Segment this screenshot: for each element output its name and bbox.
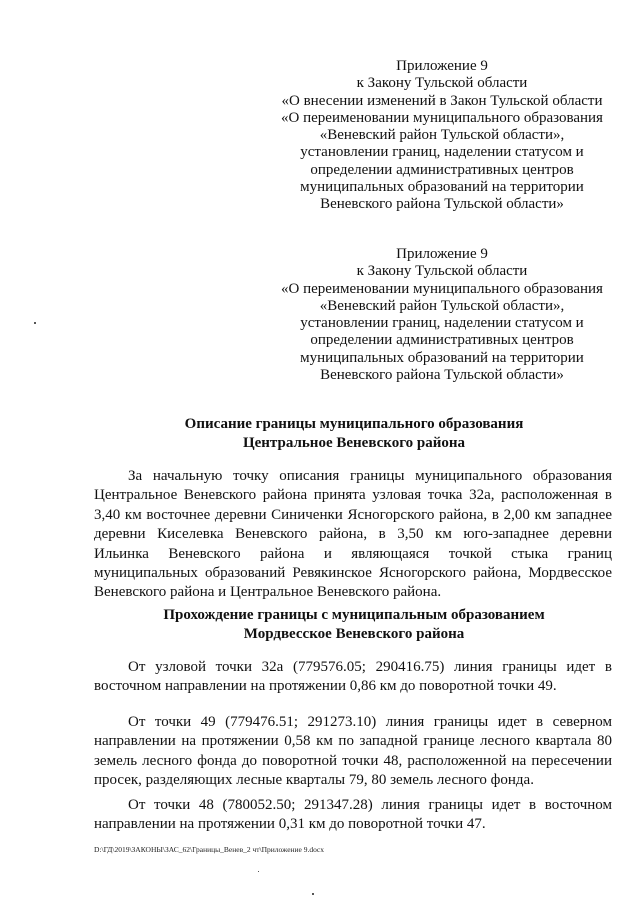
section-title-line: Центральное Веневского района bbox=[242, 435, 466, 451]
appendix-line: «О внесении изменений в Закон Тульской области bbox=[281, 92, 603, 109]
paragraph-line: Центральное Веневского района принята узловая точка 32а, расположенная в bbox=[94, 487, 612, 504]
appendix-header-current bbox=[262, 58, 622, 214]
intro-paragraph bbox=[94, 467, 612, 603]
paragraph-line: земель лесного фонда до поворотной точки 48, расположенной на пересечении bbox=[94, 752, 612, 769]
appendix-line: «О переименовании муниципального образования bbox=[281, 109, 603, 126]
scan-speck bbox=[312, 893, 314, 895]
footer-file-path: D:\ГД\2019\ЗАКОНЫ\ЗАС_62\Границы_Венев_2 чт\Приложение 9.docx bbox=[94, 845, 324, 854]
boundary-title-line: Прохождение границы с муниципальным образованием bbox=[163, 607, 545, 623]
appendix-line: «О переименовании муниципального образования bbox=[281, 280, 603, 297]
paragraph-line: От узловой точки 32а (779576.05; 290416.75) линия границы идет в bbox=[128, 659, 612, 675]
boundary-title-line: Мордвесское Веневского района bbox=[243, 626, 465, 642]
paragraph-line: деревни Киселевка Веневского района, в 3,50 км юго-западнее деревни bbox=[94, 526, 612, 543]
boundary-paragraph bbox=[94, 658, 612, 697]
section-title-line: Описание границы муниципального образования bbox=[184, 416, 524, 432]
paragraph-line: Веневского района и Центральное Веневского района. bbox=[94, 584, 442, 601]
appendix-line: Приложение 9 bbox=[396, 58, 488, 74]
appendix-line: Веневского района Тульской области» bbox=[320, 367, 564, 384]
appendix-header-original bbox=[262, 246, 622, 384]
appendix-line: «Веневский район Тульской области», bbox=[319, 297, 565, 314]
appendix-line: Веневского района Тульской области» bbox=[320, 196, 564, 213]
appendix-line: муниципальных образований на территории bbox=[300, 349, 584, 366]
section-title bbox=[84, 415, 624, 453]
appendix-line: к Закону Тульской области bbox=[356, 263, 528, 280]
boundary-paragraph bbox=[94, 796, 612, 835]
appendix-line: «Веневский район Тульской области», bbox=[319, 127, 565, 144]
paragraph-line: направлении на протяжении 0,58 км по западной границе лесного квартала 80 bbox=[94, 733, 612, 750]
paragraph-line: муниципальных образований Ревякинское Ясногорского района, Мордвесское bbox=[94, 565, 612, 582]
appendix-line: установлении границ, наделении статусом и bbox=[300, 315, 584, 332]
paragraph-line: направлении на протяжении 0,31 км до поворотной точки 47. bbox=[94, 816, 486, 833]
appendix-line: определении административных центров bbox=[310, 332, 574, 349]
paragraph-line: За начальную точку описания границы муниципального образования bbox=[128, 468, 612, 484]
appendix-line: Приложение 9 bbox=[396, 246, 488, 262]
scan-speck bbox=[258, 871, 259, 872]
appendix-line: определении административных центров bbox=[310, 161, 574, 178]
paragraph-line: От точки 49 (779476.51; 291273.10) линия границы идет в северном bbox=[128, 714, 612, 730]
appendix-line: муниципальных образований на территории bbox=[300, 179, 584, 196]
boundary-paragraph bbox=[94, 713, 612, 791]
boundary-title bbox=[84, 606, 624, 644]
paragraph-line: Ильинка Веневского района и являющаяся точкой стыка границ bbox=[94, 545, 612, 562]
paragraph-line: восточном направлении на протяжении 0,86 км до поворотной точки 49. bbox=[94, 678, 557, 695]
appendix-line: к Закону Тульской области bbox=[356, 75, 528, 92]
scan-speck bbox=[34, 322, 36, 324]
paragraph-line: 3,40 км восточнее деревни Синиченки Ясногорского района, в 2,00 км западнее bbox=[94, 506, 612, 523]
paragraph-line: просек, разделяющих лесные кварталы 79, 80 земель лесного фонда. bbox=[94, 772, 534, 789]
appendix-line: установлении границ, наделении статусом и bbox=[300, 144, 584, 161]
paragraph-line: От точки 48 (780052.50; 291347.28) линия границы идет в восточном bbox=[128, 797, 612, 813]
